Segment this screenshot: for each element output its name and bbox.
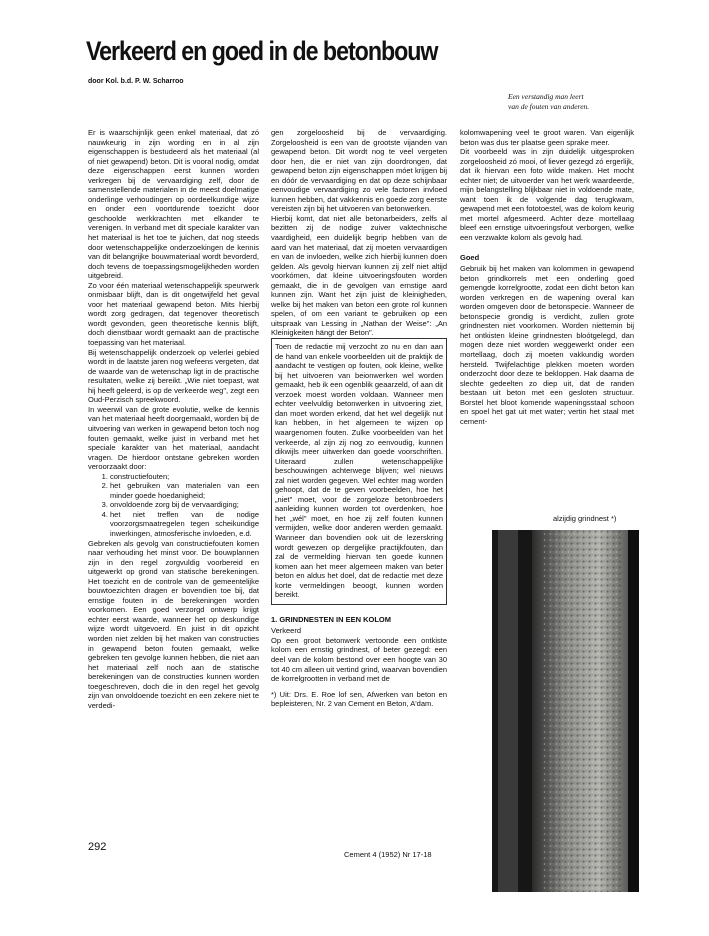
paragraph: Gebreken als gevolg van constructiefouten komen naar verhouding het minst voor. De bouwplannen zijn in den regel zorgvuldig voorbereid en uitgewerkt op grond van statische berekeningen. Het toezicht en de controle van de gemeentelijke bouwtoezichten dragen er bovendien toe bij, dat ernstige fouten in de berekeningen worden voorkomen. Een goed verzorgd ontwerp krijgt echter eerst waarde, wanneer het op deskundige wijze wordt uitgevoerd. En juist in dit opzicht worden niet zelden bij het maken van constructies in gewapend beton fouten gemaakt, welke gebreken ten gevolge kunnen hebben, die niet aan het materiaal zelf noch aan de statische berekeningen van de constructies kunnen worden toegeschreven, doch die in den regel het gevolg zijn van onvoldoende toezicht en een zekere niet te verdedi- (88, 538, 259, 710)
byline: door Kol. b.d. P. W. Scharroo (88, 78, 184, 85)
journal-reference: Cement 4 (1952) Nr 17-18 (344, 850, 432, 859)
subheading-good: Goed (460, 252, 480, 262)
footnote: *) Uit: Drs. E. Roe lof sen, Afwerken van beton en bepleisteren, Nr. 2 van Cement en Beton, A'dam. (271, 689, 447, 709)
page-number: 292 (88, 841, 107, 853)
text-column-2 (271, 128, 447, 778)
list-item: 3. onvoldoende zorg bij de vervaardiging; (110, 500, 259, 510)
paragraph: Bij wetenschappelijk onderzoek op velerlei gebied wordt in de laatste jaren nog wefeens vergeten, dat de waarde van de wetenschap ligt in de practische resultaten, welke zij bereikt. „Wie niet toepast, wat hij heeft geleerd, is op de verkeerde weg", zegt een Oud-Perzisch spreekwoord. (88, 347, 259, 405)
concrete-column-image (492, 530, 639, 892)
page-title: Verkeerd en goed in de betonbouw (86, 36, 438, 66)
motto (508, 92, 589, 111)
cause-list (88, 472, 259, 539)
paragraph: In weerwil van de grote evolutie, welke de kennis van het materiaal heeft doorgemaakt, worden bij de uitvoering van werken in gewapend beton toch nog fouten gemaakt, welke juist in verband met het speciale karakter van het materiaal, aandacht vragen. De hierdoor ontstane gebreken worden veroorzaakt door: (88, 404, 259, 472)
paragraph: Hierbij komt, dat niet alle betonarbeiders, zelfs al bezitten zij de nodige zuiver vaktechnische vaardigheid, een duidelijk begrip hebben van de aard van het materiaal, dat zij moeten vervaardigen en van de invloeden, welke zich hierbij kunnen doen gelden. Als gevolg hiervan kunnen zij zelf niet altijd voorkómen, dat kleine uitvoeringsfouten worden gemaakt, die in de gevolgen van ernstige aard kunnen zijn. Want het zijn juist de kleinigheden, welke bij het maken van beton een grote rol kunnen spelen, of om een variant te gebruiken op een uitspraak van Lessing in „Nathan der Weise": „An Kleinigkeiten hängt der Beton". (271, 213, 447, 338)
motto-line: Een verstandig man leert (508, 92, 584, 101)
editorial-box: Toen de redactie mij verzocht zo nu en dan aan de hand van enkele voorbeelden uit de praktijk de aandacht te vestigen op fouten, ook kleine, welke bij het uitvoeren van beionwerken wel worden gemaakt, heb ik een ogenblik geaarzeld, of aan dit verzoek moest worden voldaan. Wanneer men echter veelvuldig betonwerken in uitvoering ziet, dan moet worden erkend, dat het wel degelijk nut kan hebben, in het algemeen te wijzen op waargenomen fouten. Zulke voorbeelden van het verkeerde, al zijn zij nog zo eenvoudig, kunnen dikwijls meer uitwerken dan goede voorschriften. Uiteraard zullen wetenschappelijke beschouwingen achterwege blijven; wel nieuws zal niet worden gegeven. Wel echter mag worden gehoopt, dat de te geven voorbeelden, hoe het „niet" moet, voor de zorgeloze betonbroeders aanleiding kunnen worden tot overdenken, hoe het „wél" moet, en hoe zij zelf fouten kunnen vermijden, welke door anderen werden gemaakt. Wanneer dan bovendien ook uit de lezerskring wordt gewezen op dergelijke practijkfouten, dan zal de vermelding hiervan ten goede kunnen komen aan het meer algemeen maken van beter beton en aldus het doel, dat de redactie met deze korte vermeldingen beoogt, kunnen worden bereikt. (271, 338, 447, 605)
column-photo (492, 530, 639, 892)
paragraph: Gebruik bij het maken van kolommen in gewapend beton grindkorrels met een onderling goed gemengde korrelgrootte, zodat een dicht beton kan worden verkregen en de wapening overal kan worden omgeven door de betonspecie. Wanneer de betonspecie grondig is verdicht, zullen grote grindnesten niet voorkomen. Worden niettemin bij het ontkisten kleine grindnesten bloótgelegd, dan mogen deze niet worden weggewerkt onder een mortellaag, doch zij moeten vakkundig worden hersteld. Twijfelachtige plekken moeten worden onderzocht door deze te bekloppen. Hak daarna de slechte gedeelten zo diep uit, dat de randen bestaan uit beton met een gesloten structuur. Borstel het bloot komende wapeningsstaal schoon en spoel het gat uit met water; vertin het staal met cement- (460, 264, 634, 426)
paragraph: Zo voor één materiaal wetenschappelijk speurwerk onmisbaar blijft, dan is dit ongetwijfeld het geval voor het materiaal gewapend beton. Mits hierbij wordt zorg gedragen, dat tegenover theoretisch wordt gevonden, geen theoretische kennis blijft, doch dienstbaar wordt gemaakt aan de practische toepassing van het materiaal. (88, 280, 259, 348)
paragraph: Er is waarschijnlijk geen enkel materiaal, dat zó nauwkeurig in zijn wording en in al zijn eigenschappen is bestudeerd als het materiaal (al of niet gewapend) beton. Dit is vooral nodig, omdat deze eigenschappen eerst kunnen worden verkregen bij de vervaardiging zelf, door de samenstellende materialen in de meest doelmatige onderlinge verhoudingen op oordeelkundige wijze en onder een voortdurende toezicht door geschoolde werkkrachten met elkander te verenigen. In verband met dit speciale karakter van het materiaal is het toe te juichen, dat nog steeds door wetenschappelijke onderzoekingen de kennis van dit belangrijke bouwmateriaal wordt bevorderd, doch tevens de toepassingsmogelijkheden worden uitgebreid. (88, 128, 259, 281)
list-item: 1. constructiefouten; (110, 472, 259, 482)
motto-line: van de fouten van anderen. (508, 101, 590, 111)
text-column-1 (88, 128, 259, 816)
list-item: 2. het gebruiken van materialen van een minder goede hoedanigheid; (110, 481, 259, 500)
paragraph: Dit voorbeeld was in zijn duidelijk uitgesproken zorgeloosheid zó mooi, of liever gezegd zó ergerlijk, dat ik hiervan een foto wilde maken. Het mocht echter niet; de uitvoerder van het werk waardeerde, mijn belangstelling blijkbaar niet in voldoende mate, want toen ik de volgende dag terugkwam, gewapend met een fototoestel, was de kolom keurig met mortel afgesmeerd. Achter deze mortellaag bleef een ernstige uitvoeringsfout verborgen, welke een verzwakte kolom als gevolg had. (460, 147, 634, 243)
paragraph: kolomwapening veel te groot waren. Van eigenlijk beton was dus ter plaatse geen sprake meer. (460, 128, 634, 147)
photo-caption: alzijdig grindnest *) (553, 514, 617, 523)
list-item: 4. het niet treffen van de nodige voorzorgsmaatregelen tegen scheikundige inwerkingen, atmosferische invloeden, e.d. (110, 510, 259, 539)
text-column-3 (460, 128, 634, 488)
paragraph: Op een groot betonwerk vertoonde een ontkiste kolom een ernstig grindnest, of beter gezegd: een deel van de kolom bestond over een hoogte van 30 tot 40 cm alleen uit vertind grind, waarvan bovendien de korrelgrootten in verband met de (271, 635, 447, 684)
section-heading: 1. GRINDNESTEN IN EEN KOLOM (271, 614, 392, 624)
paragraph: gen zorgeloosheid bij de vervaardiging. Zorgeloosheid is een van de grootste vijanden van gewapend beton. Dit wordt nog te veel vergeten door hen, die er niet van zijn doordrongen, dat gewapend beton zijn eigenschappen móet krijgen bij en dóór de vervaardiging en dat op deze schijnbaar eenvoudige vervaardiging zo vele factoren invloed kunnen hebben, dat vakkennis en goede zorg eerste vereisten zijn bij het uitvoeren van betonwerken. (271, 128, 447, 214)
subheading-wrong: Verkeerd (271, 626, 302, 636)
